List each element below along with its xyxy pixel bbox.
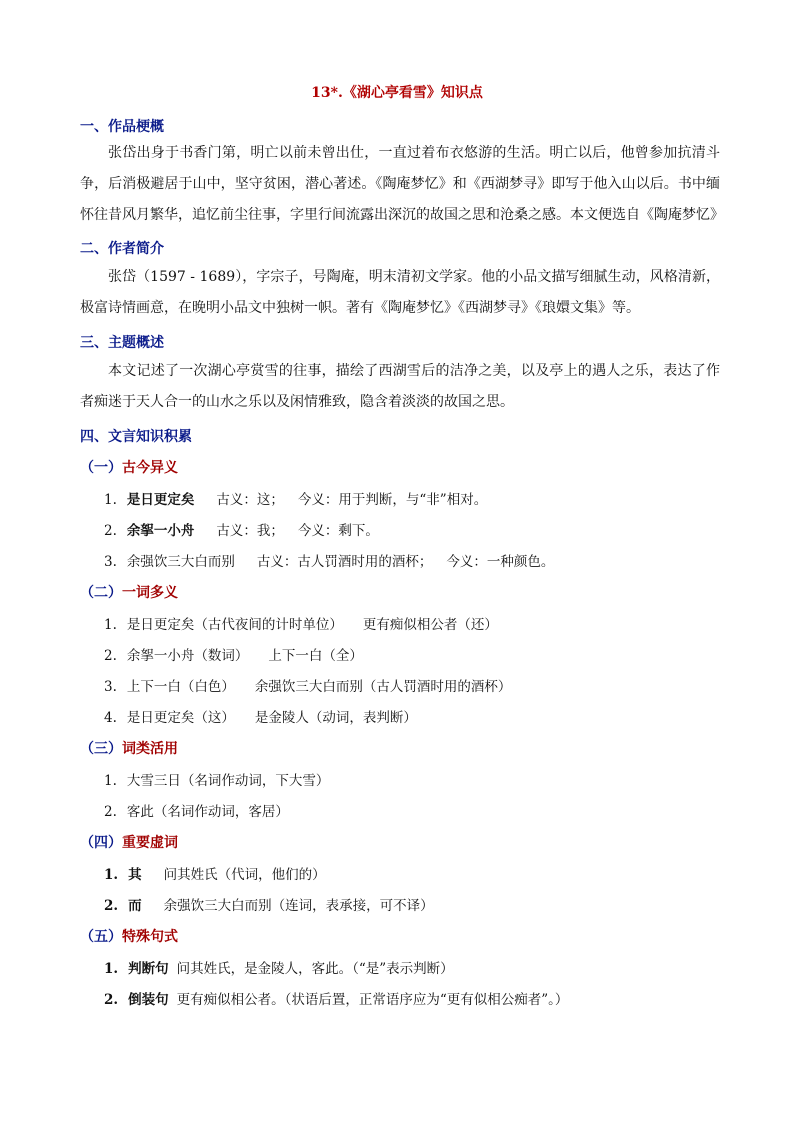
list-item: 1. 大雪三日（名词作动词，下大雪） — [104, 773, 330, 789]
paragraph-author: 张岱（1597 - 1689），字宗子，号陶庵，明末清初文学家。他的小品文描写细腻生动，风格清新，极富诗情画意，在晚明小品文中独树一帜。著有《陶庵梦忆》《西湖梦寻》《琅嬛文集》等。 — [80, 269, 720, 316]
subheading-function-words: （四）重要虚词 — [80, 835, 178, 851]
page-title: 13*.《湖心亭看雪》知识点 — [311, 85, 483, 101]
paragraph-theme: 本文记述了一次湖心亭赏雪的往事，描绘了西湖雪后的洁净之美，以及亭上的遇人之乐，表达了作者痴迷于天人合一的山水之乐以及闲情雅致，隐含着淡淡的故国之思。 — [80, 363, 720, 410]
list-item: 2. 客此（名词作动词，客居） — [104, 804, 289, 820]
heading-synopsis: 一、作品梗概 — [80, 119, 164, 135]
list-item: 1. 判断句 问其姓氏，是金陵人，客此。（“是”表示判断） — [104, 961, 454, 977]
list-item: 2. 倒装句 更有痴似相公者。（状语后置，正常语序应为“更有似相公痴者”。） — [104, 992, 569, 1008]
list-item: 1. 是日更定矣（古代夜间的计时单位） 更有痴似相公者（还） — [104, 617, 498, 633]
list-item: 1. 其 问其姓氏（代词，他们的） — [104, 867, 326, 883]
subheading-ancient-modern — [80, 457, 178, 477]
subheading-prefix: （一） — [80, 460, 122, 476]
list-item: 3. 上下一白（白色） 余强饮三大白而别（古人罚酒时用的酒杯） — [104, 679, 512, 695]
paragraph-synopsis: 张岱出身于书香门第，明亡以前未曾出仕，一直过着布衣悠游的生活。明亡以后，他曾参加抗清斗争，后消极避居于山中，坚守贫困，潜心著述。《陶庵梦忆》和《西湖梦寻》即写于他入山以后。书中缅怀往昔风月繁华，追忆前尘往事，字里行间流露出深沉的故国之思和沧桑之感。本文便选自《陶庵梦忆》 — [80, 145, 724, 223]
heading-author: 二、作者简介 — [80, 241, 164, 257]
subheading-word-class: （三）词类活用 — [80, 741, 178, 757]
list-item: 2. 余挐一小舟（数词） 上下一白（全） — [104, 648, 363, 664]
subheading-polysemy: （二）一词多义 — [80, 585, 178, 601]
list-item: 2. 而 余强饮三大白而别（连词，表承接，可不译） — [104, 898, 434, 914]
list-item: 3. 余强饮三大白而别 古义：古人罚酒时用的酒杯； 今义：一种颜色。 — [104, 554, 555, 570]
heading-theme: 三、主题概述 — [80, 335, 164, 351]
heading-classical-knowledge: 四、文言知识积累 — [80, 429, 192, 445]
list-item: 2. 余挐一小舟 古义：我； 今义：剩下。 — [104, 523, 379, 539]
list-item: 4. 是日更定矣（这） 是金陵人（动词，表判断） — [104, 710, 417, 726]
list-item: 1. 是日更定矣 古义：这； 今义：用于判断，与“非”相对。 — [104, 492, 488, 508]
subheading-label: 古今异义 — [122, 460, 178, 476]
subheading-special-sentences: （五）特殊句式 — [80, 929, 178, 945]
